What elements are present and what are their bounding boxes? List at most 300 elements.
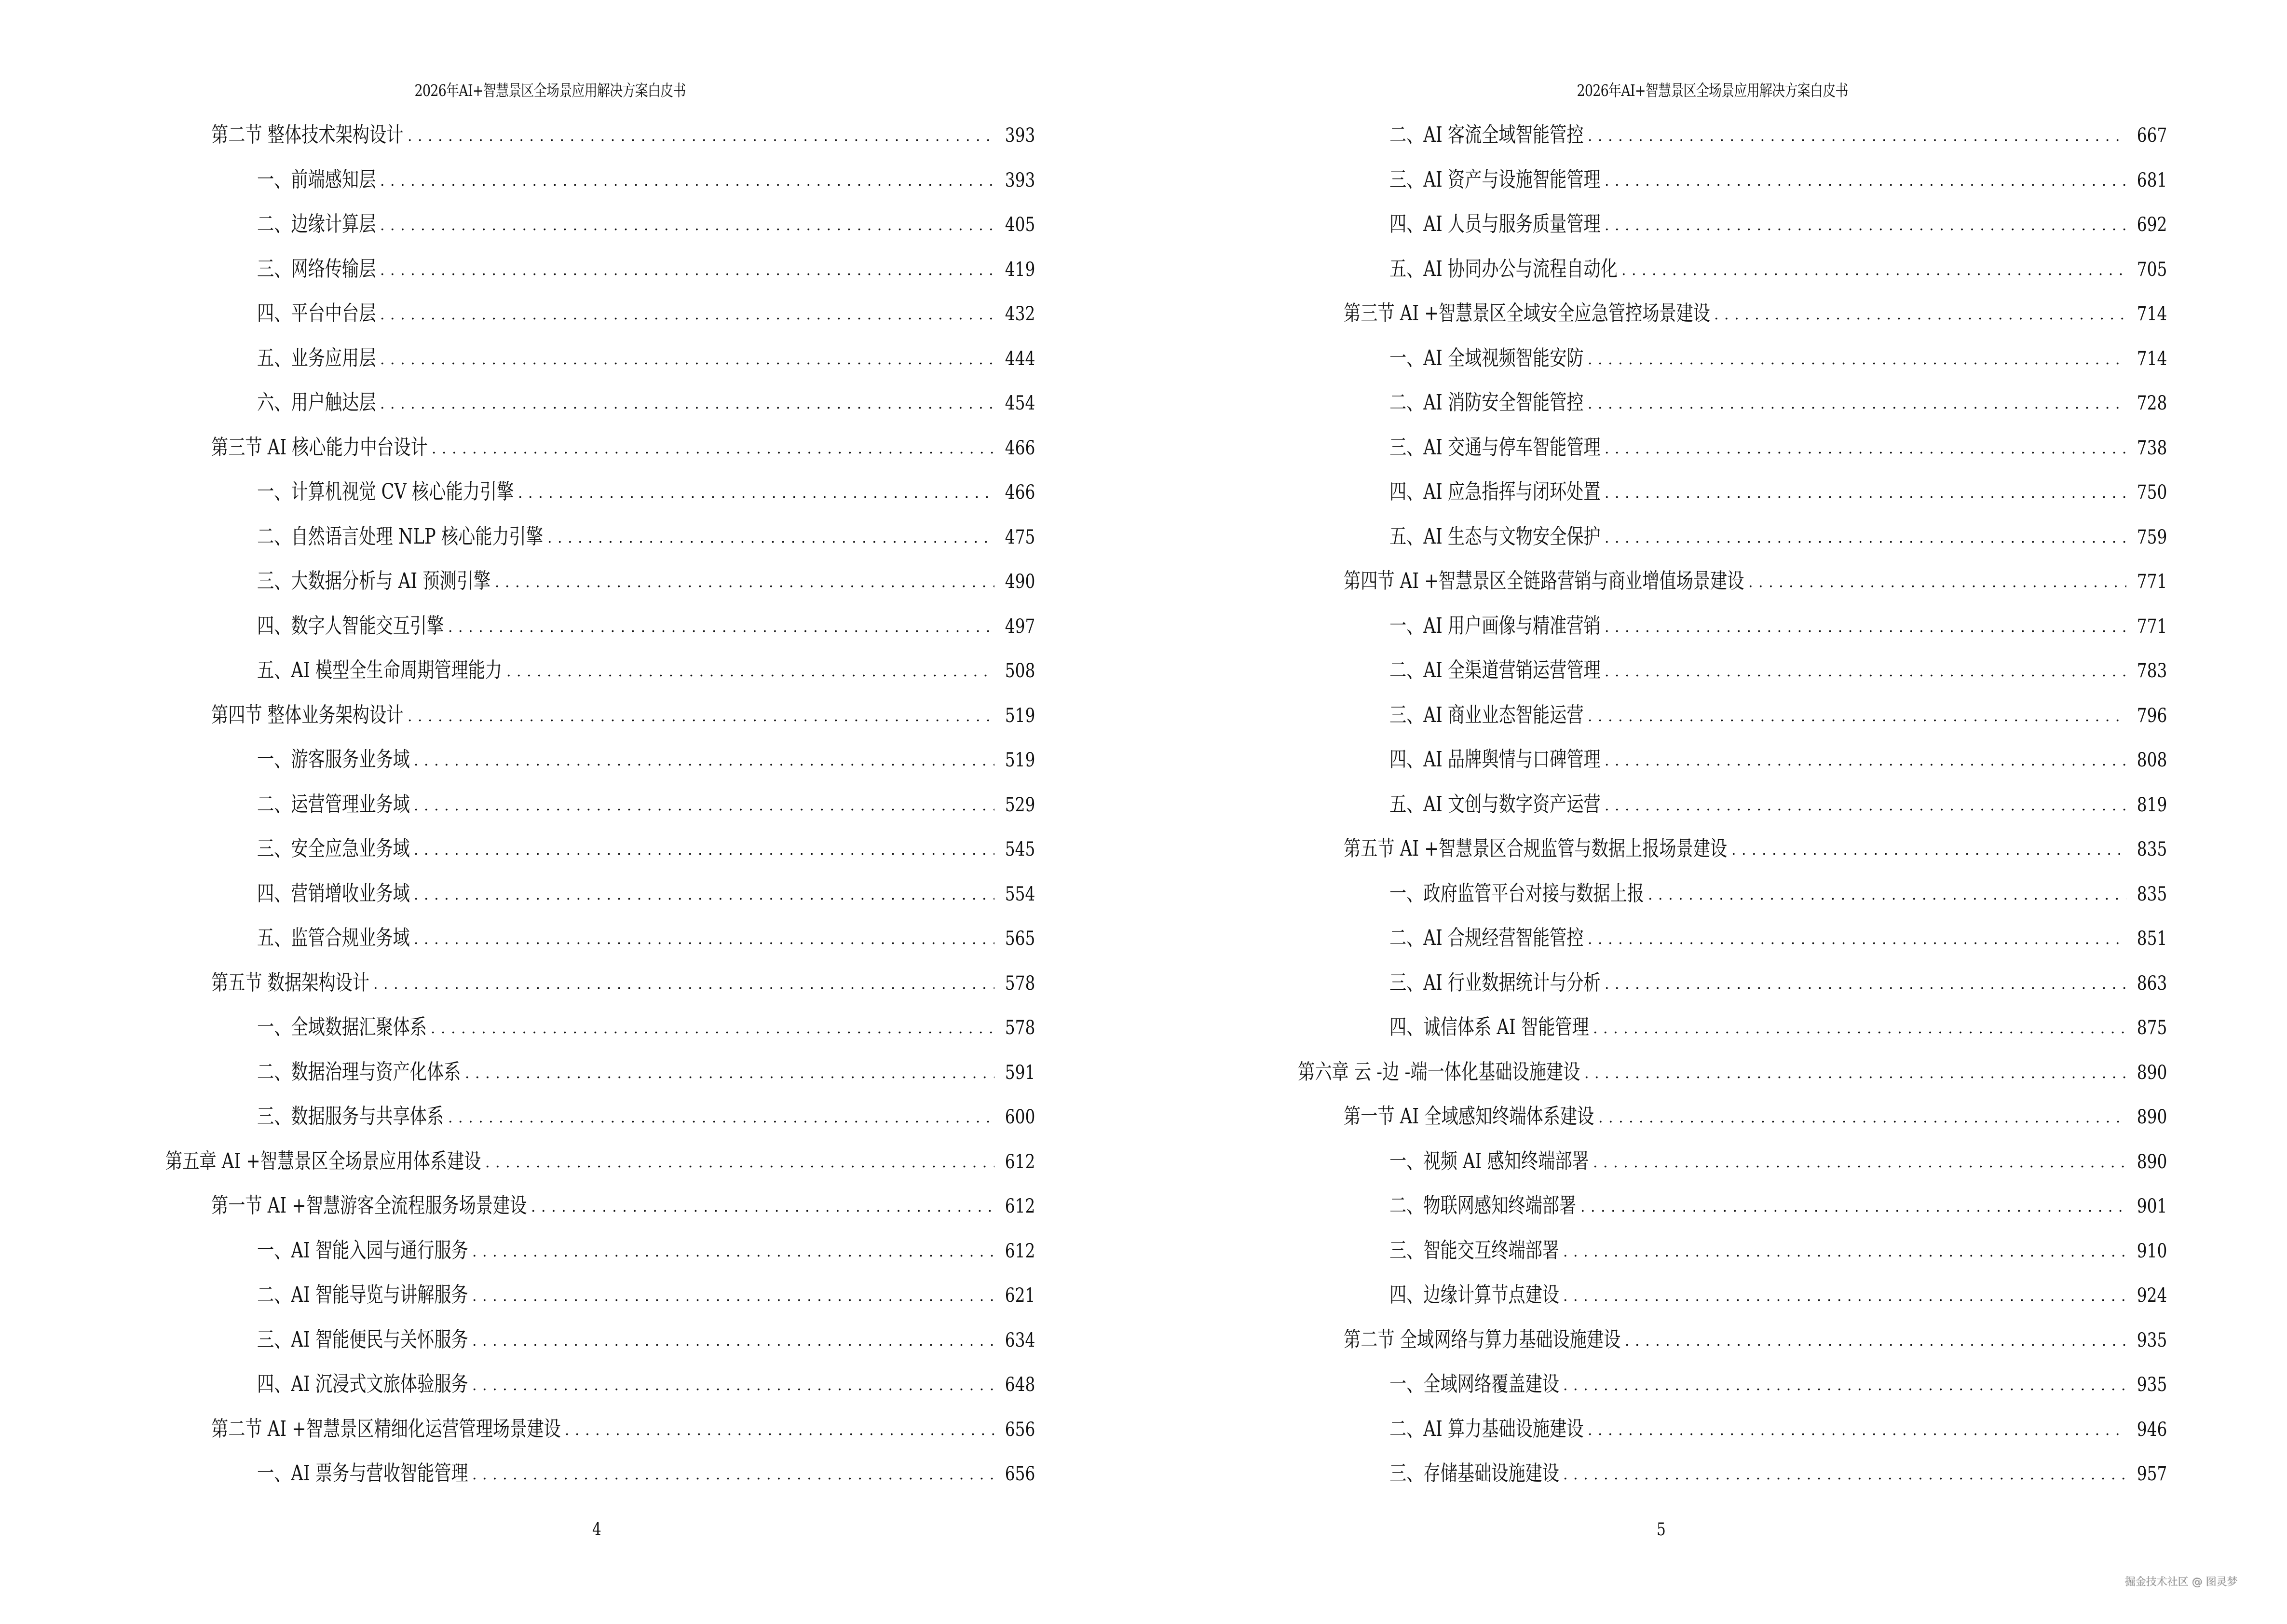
- toc-entry-title: 五、监管合规业务域: [257, 926, 410, 950]
- toc-entry-title-wrap: [257, 209, 376, 240]
- toc-entry-page-number: 591: [1005, 1061, 1035, 1084]
- toc-entry-title: 一、前端感知层: [257, 167, 376, 192]
- dot-leader: [414, 791, 994, 821]
- toc-entry-title-wrap: [1389, 1235, 1559, 1266]
- dot-leader: [1563, 1460, 2126, 1490]
- toc-entry-title: 三、AI 行业数据统计与分析: [1389, 970, 1601, 995]
- toc-page-right: [1144, 0, 2287, 1624]
- dot-leader: [565, 1415, 994, 1446]
- toc-entry-page-number: 835: [2137, 838, 2167, 860]
- dot-leader: [380, 166, 994, 197]
- toc-entry-title: 一、AI 全域视频智能安防: [1389, 345, 1584, 370]
- toc-entry-page-number: 851: [2137, 928, 2167, 950]
- toc-entry-title: 五、AI 生态与文物安全保护: [1389, 524, 1601, 549]
- toc-subsection-entry[interactable]: [165, 1057, 1035, 1102]
- toc-entry-title-wrap: [257, 789, 410, 820]
- toc-subsection-entry[interactable]: [1298, 432, 2167, 477]
- dot-leader: [472, 1237, 994, 1268]
- toc-subsection-entry[interactable]: [1298, 878, 2167, 923]
- toc-subsection-entry[interactable]: [165, 744, 1035, 789]
- toc-entry-title: 六、用户触达层: [257, 390, 376, 415]
- toc-entry-page-number: 656: [1005, 1463, 1035, 1485]
- toc-subsection-entry[interactable]: [165, 298, 1035, 343]
- toc-subsection-entry[interactable]: [1298, 343, 2167, 388]
- toc-subsection-entry[interactable]: [1298, 1235, 2167, 1280]
- toc-subsection-entry[interactable]: [165, 789, 1035, 834]
- toc-subsection-entry[interactable]: [1298, 120, 2167, 164]
- toc-entry-title-wrap: [1389, 1458, 1559, 1489]
- dot-leader: [1588, 344, 2126, 375]
- toc-entry-title-wrap: [1389, 700, 1584, 731]
- toc-entry-page-number: 771: [2137, 615, 2167, 638]
- toc-entry-title-wrap: [1344, 1101, 1594, 1132]
- toc-entry-title: 第三节 AI 核心能力中台设计: [211, 435, 428, 460]
- toc-entry-title: 第二节 整体技术架构设计: [211, 123, 404, 147]
- toc-subsection-entry[interactable]: [1298, 655, 2167, 700]
- toc-entry-title: 第一节 AI +智慧游客全流程服务场景建设: [211, 1193, 527, 1218]
- toc-entry-title-wrap: [257, 387, 376, 418]
- toc-entry-title-wrap: [211, 432, 428, 463]
- dot-leader: [380, 210, 994, 241]
- toc-subsection-entry[interactable]: [165, 254, 1035, 299]
- toc-entry-page-number: 890: [2137, 1106, 2167, 1128]
- toc-entry-title: 二、运营管理业务域: [257, 792, 410, 817]
- toc-entry-page-number: 466: [1005, 437, 1035, 459]
- dot-leader: [1731, 835, 2126, 866]
- toc-section-entry[interactable]: [165, 432, 1035, 477]
- dot-leader: [1563, 1281, 2126, 1312]
- toc-entry-title-wrap: [211, 1414, 561, 1445]
- toc-subsection-entry[interactable]: [1298, 1146, 2167, 1191]
- toc-entry-title-wrap: [211, 1190, 527, 1221]
- dot-leader: [448, 1103, 994, 1133]
- toc-subsection-entry[interactable]: [165, 164, 1035, 209]
- toc-subsection-entry[interactable]: [1298, 1414, 2167, 1459]
- toc-entry-page-number: 508: [1005, 660, 1035, 682]
- dot-leader: [1621, 255, 2126, 286]
- toc-subsection-entry[interactable]: [165, 1101, 1035, 1146]
- toc-entry-title: 四、平台中台层: [257, 301, 376, 326]
- dot-leader: [1605, 210, 2126, 241]
- toc-entry-page-number: 863: [2137, 972, 2167, 995]
- dot-leader: [465, 1058, 994, 1089]
- toc-entry-title-wrap: [257, 878, 410, 909]
- dot-leader: [1648, 880, 2126, 911]
- toc-entry-title-wrap: [1389, 521, 1601, 552]
- dot-leader: [1588, 701, 2126, 732]
- toc-entry-page-number: 819: [2137, 793, 2167, 816]
- toc-entry-title: 二、自然语言处理 NLP 核心能力引擎: [257, 524, 544, 549]
- toc-entry-page-number: 705: [2137, 258, 2167, 281]
- dot-leader: [1588, 924, 2126, 955]
- toc-section-entry[interactable]: [165, 1190, 1035, 1235]
- toc-section-entry[interactable]: [1298, 298, 2167, 343]
- toc-entry-title-wrap: [257, 1458, 468, 1489]
- toc-entry-title: 四、AI 沉浸式文旅体验服务: [257, 1372, 468, 1396]
- toc-entry-title: 一、计算机视觉 CV 核心能力引擎: [257, 479, 514, 504]
- toc-entry-title-wrap: [1344, 566, 1744, 597]
- toc-entry-page-number: 519: [1005, 704, 1035, 727]
- toc-entry-page-number: 935: [2137, 1329, 2167, 1351]
- toc-entry-page-number: 393: [1005, 124, 1035, 147]
- toc-entry-title-wrap: [257, 1280, 468, 1310]
- toc-entry-title: 四、AI 应急指挥与闭环处置: [1389, 479, 1601, 504]
- dot-leader: [1605, 478, 2126, 509]
- toc-entry-title-wrap: [1389, 1369, 1559, 1400]
- toc-entry-title: 第一节 AI 全域感知终端体系建设: [1344, 1104, 1594, 1129]
- toc-entry-title: 一、全域网络覆盖建设: [1389, 1372, 1559, 1396]
- toc-subsection-entry[interactable]: [165, 878, 1035, 923]
- dot-leader: [531, 1192, 994, 1223]
- toc-entry-title-wrap: [257, 477, 514, 507]
- running-header: 2026年AI+智慧景区全场景应用解决方案白皮书: [1577, 81, 1848, 100]
- dot-leader: [472, 1326, 994, 1357]
- toc-subsection-entry[interactable]: [165, 477, 1035, 521]
- toc-entry-title: 一、游客服务业务域: [257, 747, 410, 772]
- toc-entry-title: 二、AI 消防安全智能管控: [1389, 390, 1584, 415]
- watermark: 掘金技术社区 @ 图灵梦: [2125, 1576, 2238, 1588]
- toc-entry-page-number: 444: [1005, 347, 1035, 370]
- toc-subsection-entry[interactable]: [165, 209, 1035, 254]
- toc-entry-page-number: 466: [1005, 481, 1035, 504]
- toc-entry-title: 第三节 AI +智慧景区全域安全应急管控场景建设: [1344, 301, 1710, 326]
- toc-subsection-entry[interactable]: [165, 1235, 1035, 1280]
- dot-leader: [1605, 434, 2126, 464]
- toc-entry-title-wrap: [1344, 833, 1728, 864]
- toc-entry-title: 三、数据服务与共享体系: [257, 1104, 444, 1129]
- toc-subsection-entry[interactable]: [165, 387, 1035, 432]
- dot-leader: [432, 434, 994, 464]
- toc-entry-page-number: 656: [1005, 1418, 1035, 1441]
- toc-entry-title: 第五节 AI +智慧景区合规监管与数据上报场景建设: [1344, 836, 1728, 861]
- toc-entry-page-number: 634: [1005, 1329, 1035, 1351]
- toc-subsection-entry[interactable]: [165, 923, 1035, 968]
- toc-section-entry[interactable]: [165, 700, 1035, 745]
- toc-entry-page-number: 771: [2137, 571, 2167, 593]
- toc-entry-title: 第六章 云 -边 -端一体化基础设施建设: [1298, 1059, 1580, 1084]
- toc-entry-page-number: 692: [2137, 214, 2167, 236]
- toc-entry-page-number: 714: [2137, 303, 2167, 325]
- dot-leader: [1605, 791, 2126, 821]
- dot-leader: [1605, 746, 2126, 777]
- dot-leader: [1563, 1370, 2126, 1401]
- dot-leader: [472, 1281, 994, 1312]
- toc-subsection-entry[interactable]: [165, 1324, 1035, 1369]
- toc-entry-title-wrap: [257, 1101, 444, 1132]
- toc-subsection-entry[interactable]: [165, 566, 1035, 611]
- toc-entry-page-number: 946: [2137, 1418, 2167, 1441]
- toc-entry-page-number: 393: [1005, 169, 1035, 191]
- dot-leader: [414, 880, 994, 911]
- toc-entry-title: 四、边缘计算节点建设: [1389, 1283, 1559, 1307]
- dot-leader: [414, 835, 994, 866]
- dot-leader: [431, 1013, 994, 1044]
- dot-leader: [1563, 1237, 2126, 1268]
- toc-entry-title: 一、AI 智能入园与通行服务: [257, 1238, 468, 1263]
- toc-entry-page-number: 565: [1005, 928, 1035, 950]
- toc-entry-title-wrap: [257, 744, 410, 775]
- toc-entry-title: 二、AI 全渠道营销运营管理: [1389, 658, 1601, 682]
- toc-subsection-entry[interactable]: [165, 611, 1035, 655]
- dot-leader: [1593, 1013, 2126, 1044]
- toc-entry-title: 四、数字人智能交互引擎: [257, 613, 444, 638]
- toc-entry-title: 第二节 全域网络与算力基础设施建设: [1344, 1327, 1621, 1352]
- toc-entry-title: 五、AI 模型全生命周期管理能力: [257, 658, 503, 682]
- toc-entry-title-wrap: [1389, 1012, 1589, 1043]
- toc-subsection-entry[interactable]: [165, 343, 1035, 388]
- toc-subsection-entry[interactable]: [1298, 923, 2167, 968]
- toc-entry-title-wrap: [1389, 343, 1584, 374]
- dot-leader: [1588, 389, 2126, 420]
- toc-entry-title: 三、安全应急业务域: [257, 836, 410, 861]
- toc-subsection-entry[interactable]: [165, 521, 1035, 566]
- toc-subsection-entry[interactable]: [1298, 1012, 2167, 1057]
- toc-subsection-entry[interactable]: [1298, 611, 2167, 655]
- toc-section-entry[interactable]: [165, 968, 1035, 1012]
- dot-leader: [547, 523, 994, 554]
- toc-subsection-entry[interactable]: [165, 1458, 1035, 1503]
- toc-subsection-entry[interactable]: [165, 833, 1035, 878]
- toc-entry-title: 三、AI 交通与停车智能管理: [1389, 435, 1601, 460]
- toc-subsection-entry[interactable]: [165, 1012, 1035, 1057]
- toc-subsection-entry[interactable]: [1298, 1458, 2167, 1503]
- toc-entry-page-number: 875: [2137, 1017, 2167, 1039]
- toc-entry-title: 二、物联网感知终端部署: [1389, 1193, 1577, 1218]
- toc-entry-title: 四、AI 品牌舆情与口碑管理: [1389, 747, 1601, 772]
- toc-entry-title-wrap: [257, 298, 376, 329]
- page-number: 4: [592, 1520, 601, 1540]
- toc-entry-title-wrap: [1344, 298, 1710, 329]
- toc-entry-title-wrap: [257, 566, 491, 597]
- toc-entry-title-wrap: [1389, 878, 1644, 909]
- dot-leader: [1598, 1103, 2126, 1133]
- toc-entry-title-wrap: [1389, 611, 1601, 641]
- toc-entry-page-number: 612: [1005, 1150, 1035, 1173]
- dot-leader: [1748, 567, 2126, 598]
- toc-entry-title: 一、AI 票务与营收智能管理: [257, 1461, 468, 1486]
- toc-entry-title: 二、AI 客流全域智能管控: [1389, 123, 1584, 147]
- dot-leader: [1593, 1147, 2126, 1178]
- toc-entry-title: 三、AI 资产与设施智能管理: [1389, 167, 1601, 192]
- toc-entry-title-wrap: [211, 120, 404, 150]
- toc-subsection-entry[interactable]: [1298, 254, 2167, 299]
- toc-subsection-entry[interactable]: [1298, 968, 2167, 1012]
- toc-entry-title-wrap: [257, 1235, 468, 1266]
- toc-entry-page-number: 681: [2137, 169, 2167, 191]
- toc-entry-page-number: 648: [1005, 1374, 1035, 1396]
- dot-leader: [472, 1460, 994, 1490]
- toc-subsection-entry[interactable]: [1298, 209, 2167, 254]
- dot-leader: [414, 746, 994, 777]
- toc-entry-page-number: 578: [1005, 972, 1035, 995]
- table-of-contents: [165, 120, 1035, 1503]
- toc-subsection-entry[interactable]: [1298, 700, 2167, 745]
- toc-subsection-entry[interactable]: [165, 1280, 1035, 1324]
- dot-leader: [1605, 969, 2126, 1000]
- toc-entry-title-wrap: [1389, 744, 1601, 775]
- toc-entry-title-wrap: [257, 655, 503, 686]
- toc-subsection-entry[interactable]: [1298, 1280, 2167, 1324]
- toc-subsection-entry[interactable]: [165, 655, 1035, 700]
- toc-entry-title-wrap: [1344, 1324, 1621, 1355]
- toc-entry-page-number: 910: [2137, 1240, 2167, 1262]
- toc-entry-page-number: 497: [1005, 615, 1035, 638]
- toc-entry-title: 五、业务应用层: [257, 345, 376, 370]
- toc-entry-title-wrap: [257, 1012, 427, 1043]
- toc-section-entry[interactable]: [1298, 1324, 2167, 1369]
- toc-entry-title-wrap: [1389, 923, 1584, 954]
- toc-entry-title-wrap: [1389, 387, 1584, 418]
- dot-leader: [408, 701, 994, 732]
- dot-leader: [1605, 656, 2126, 687]
- toc-subsection-entry[interactable]: [1298, 1369, 2167, 1414]
- toc-chapter-entry[interactable]: [165, 1146, 1035, 1191]
- toc-entry-page-number: 454: [1005, 392, 1035, 414]
- toc-entry-page-number: 890: [2137, 1150, 2167, 1173]
- toc-entry-title: 四、诚信体系 AI 智能管理: [1389, 1015, 1589, 1039]
- toc-entry-title-wrap: [257, 343, 376, 374]
- toc-entry-page-number: 714: [2137, 347, 2167, 370]
- toc-entry-title-wrap: [211, 700, 404, 731]
- toc-entry-title: 三、网络传输层: [257, 256, 376, 281]
- toc-entry-title: 三、智能交互终端部署: [1389, 1238, 1559, 1263]
- toc-subsection-entry[interactable]: [165, 1369, 1035, 1414]
- toc-entry-page-number: 808: [2137, 749, 2167, 771]
- dot-leader: [380, 255, 994, 286]
- toc-entry-title-wrap: [257, 254, 376, 285]
- toc-entry-title: 五、AI 协同办公与流程自动化: [1389, 256, 1618, 281]
- toc-entry-title: 第五章 AI +智慧景区全场景应用体系建设: [165, 1148, 481, 1174]
- dot-leader: [408, 121, 994, 152]
- dot-leader: [1584, 1058, 2126, 1089]
- toc-entry-page-number: 405: [1005, 214, 1035, 236]
- toc-entry-title-wrap: [1298, 1057, 1580, 1088]
- toc-entry-title-wrap: [1389, 164, 1601, 195]
- dot-leader: [472, 1370, 994, 1401]
- toc-entry-title: 第五节 数据架构设计: [211, 970, 369, 995]
- toc-subsection-entry[interactable]: [1298, 1190, 2167, 1235]
- dot-leader: [1605, 166, 2126, 197]
- toc-entry-title: 二、AI 算力基础设施建设: [1389, 1416, 1584, 1441]
- toc-entry-title: 二、AI 智能导览与讲解服务: [257, 1283, 468, 1307]
- dot-leader: [1588, 1415, 2126, 1446]
- toc-entry-title-wrap: [257, 611, 444, 641]
- toc-subsection-entry[interactable]: [1298, 387, 2167, 432]
- toc-entry-title-wrap: [257, 923, 410, 954]
- toc-entry-page-number: 578: [1005, 1017, 1035, 1039]
- toc-entry-title-wrap: [1389, 254, 1618, 285]
- toc-entry-title-wrap: [1389, 477, 1601, 507]
- toc-subsection-entry[interactable]: [1298, 521, 2167, 566]
- toc-section-entry[interactable]: [1298, 566, 2167, 611]
- toc-entry-page-number: 728: [2137, 392, 2167, 414]
- toc-entry-title: 二、数据治理与资产化体系: [257, 1059, 461, 1084]
- toc-entry-page-number: 750: [2137, 481, 2167, 504]
- toc-entry-title-wrap: [165, 1146, 481, 1177]
- dot-leader: [506, 656, 994, 687]
- toc-entry-title-wrap: [1389, 968, 1601, 998]
- toc-entry-title: 四、AI 人员与服务质量管理: [1389, 212, 1601, 236]
- toc-entry-page-number: 519: [1005, 749, 1035, 771]
- toc-entry-title: 四、营销增收业务域: [257, 881, 410, 906]
- toc-entry-title: 五、AI 文创与数字资产运营: [1389, 792, 1601, 817]
- toc-entry-page-number: 924: [2137, 1284, 2167, 1307]
- toc-entry-title-wrap: [1389, 120, 1584, 150]
- toc-entry-title: 三、AI 智能便民与关怀服务: [257, 1327, 468, 1352]
- toc-entry-page-number: 612: [1005, 1240, 1035, 1262]
- dot-leader: [380, 344, 994, 375]
- toc-entry-title: 三、存储基础设施建设: [1389, 1461, 1559, 1486]
- toc-entry-title-wrap: [257, 521, 544, 552]
- toc-entry-title: 第二节 AI +智慧景区精细化运营管理场景建设: [211, 1416, 561, 1441]
- toc-entry-title: 第四节 整体业务架构设计: [211, 702, 404, 727]
- toc-entry-page-number: 835: [2137, 883, 2167, 905]
- dot-leader: [1605, 612, 2126, 643]
- toc-entry-page-number: 783: [2137, 660, 2167, 682]
- dot-leader: [1580, 1192, 2126, 1223]
- toc-entry-title-wrap: [1389, 1146, 1589, 1177]
- toc-entry-page-number: 475: [1005, 526, 1035, 548]
- toc-entry-page-number: 490: [1005, 571, 1035, 593]
- toc-section-entry[interactable]: [1298, 833, 2167, 878]
- dot-leader: [1605, 523, 2126, 554]
- dot-leader: [1625, 1326, 2126, 1357]
- dot-leader: [373, 969, 994, 1000]
- toc-entry-page-number: 545: [1005, 838, 1035, 860]
- toc-entry-page-number: 432: [1005, 303, 1035, 325]
- dot-leader: [485, 1147, 994, 1178]
- toc-entry-title: 一、视频 AI 感知终端部署: [1389, 1148, 1589, 1174]
- toc-chapter-entry[interactable]: [1298, 1057, 2167, 1102]
- toc-entry-title: 二、AI 合规经营智能管控: [1389, 926, 1584, 950]
- toc-entry-title-wrap: [1389, 1280, 1559, 1310]
- toc-section-entry[interactable]: [165, 1414, 1035, 1459]
- toc-entry-page-number: 612: [1005, 1195, 1035, 1217]
- dot-leader: [518, 478, 994, 509]
- toc-subsection-entry[interactable]: [1298, 164, 2167, 209]
- toc-entry-title-wrap: [211, 968, 369, 998]
- toc-section-entry[interactable]: [1298, 1101, 2167, 1146]
- table-of-contents: [1298, 120, 2167, 1503]
- toc-entry-page-number: 529: [1005, 793, 1035, 816]
- page-number: 5: [1657, 1520, 1666, 1540]
- toc-entry-title: 第四节 AI +智慧景区全链路营销与商业增值场景建设: [1344, 569, 1744, 593]
- dot-leader: [1714, 300, 2126, 330]
- toc-entry-title-wrap: [1389, 1190, 1577, 1221]
- toc-section-entry[interactable]: [165, 120, 1035, 164]
- toc-entry-page-number: 796: [2137, 704, 2167, 727]
- toc-subsection-entry[interactable]: [1298, 477, 2167, 521]
- toc-entry-page-number: 901: [2137, 1195, 2167, 1217]
- toc-entry-title-wrap: [1389, 655, 1601, 686]
- toc-entry-page-number: 667: [2137, 124, 2167, 147]
- dot-leader: [495, 567, 994, 598]
- toc-subsection-entry[interactable]: [1298, 789, 2167, 834]
- toc-entry-title: 二、边缘计算层: [257, 212, 376, 236]
- toc-entry-title-wrap: [1389, 209, 1601, 240]
- toc-entry-page-number: 890: [2137, 1061, 2167, 1084]
- toc-entry-title: 三、大数据分析与 AI 预测引擎: [257, 569, 491, 593]
- toc-entry-page-number: 621: [1005, 1284, 1035, 1307]
- dot-leader: [380, 300, 994, 330]
- dot-leader: [448, 612, 994, 643]
- toc-entry-title-wrap: [257, 1369, 468, 1400]
- running-header: 2026年AI+智慧景区全场景应用解决方案白皮书: [414, 81, 686, 100]
- toc-entry-page-number: 738: [2137, 437, 2167, 459]
- toc-subsection-entry[interactable]: [1298, 744, 2167, 789]
- dot-leader: [380, 389, 994, 420]
- toc-entry-title-wrap: [257, 164, 376, 195]
